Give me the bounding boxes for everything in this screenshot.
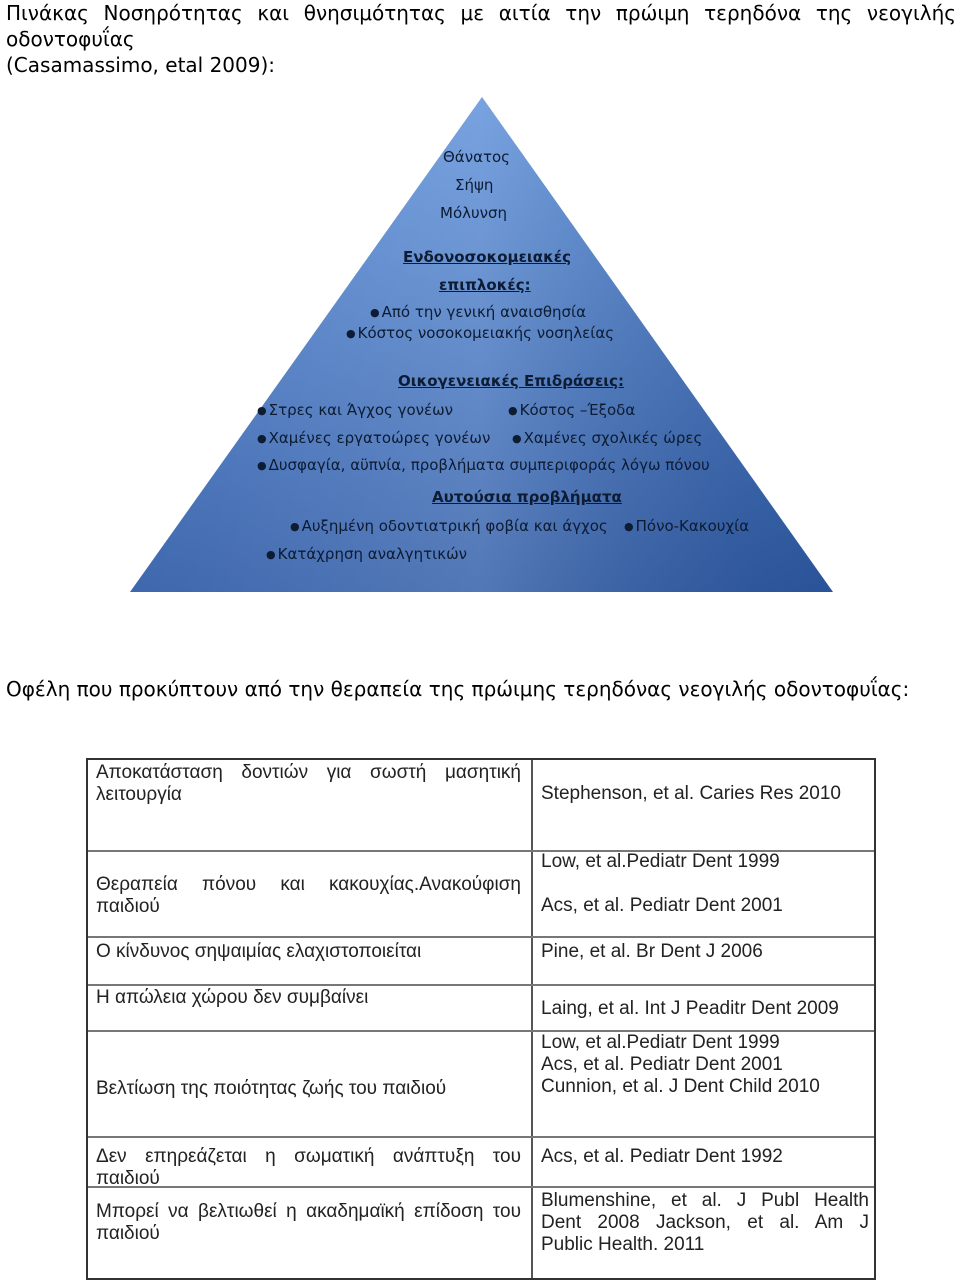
pyramid-family-item: ● Χαμένες εργατοώρες γονέων	[257, 429, 490, 447]
table-cell-benefit: Ο κίνδυνος σηψαιμίας ελαχιστοποιείται	[96, 941, 422, 962]
pyramid-infection: Μόλυνση	[440, 204, 508, 222]
table-cell-reference: Laing, et al. Int J Peaditr Dent 2009	[541, 998, 839, 1019]
pyramid-direct-item: ● Κατάχρηση αναλγητικών	[266, 545, 467, 563]
column-divider	[531, 760, 533, 1278]
table-cell-reference: Low, et al.Pediatr Dent 1999 Acs, et al. Pediatr Dent 2001 Cunnion, et al. J Dent Child 2010	[541, 1032, 820, 1097]
morbidity-pyramid	[0, 0, 960, 640]
pyramid-family-item: ● Χαμένες σχολικές ώρες	[512, 429, 702, 447]
table-cell-benefit: Η απώλεια χώρου δεν συμβαίνει	[96, 987, 369, 1008]
row-divider	[88, 984, 874, 986]
table-cell-benefit: Βελτίωση της ποιότητας ζωής του παιδιού	[96, 1078, 447, 1099]
row-divider	[88, 936, 874, 938]
benefits-heading: Οφέλη που προκύπτουν από την θεραπεία της πρώιμης τερηδόνας νεογιλής οδοντοφυΐας:	[6, 677, 910, 701]
benefits-table	[86, 758, 876, 1280]
table-cell-benefit: Δεν επηρεάζεται η σωματική ανάπτυξη του παιδιού	[96, 1146, 521, 1189]
row-divider	[88, 1136, 874, 1138]
heading-line-1: Πινάκας Νοσηρότητας και θνησιμότητας με αιτία την πρώιμη τερηδόνα της νεογιλής οδοντοφυΐας	[6, 1, 956, 51]
table-cell-reference: Low, et al.Pediatr Dent 1999 Acs, et al. Pediatr Dent 2001	[541, 851, 783, 916]
pyramid-sepsis: Σήψη	[455, 176, 494, 194]
table-cell-reference: Blumenshine, et al. J Publ Health Dent 2008 Jackson, et al. Am J Public Health. 2011	[541, 1190, 869, 1255]
table-cell-benefit: Θεραπεία πόνου και κακουχίας.Ανακούφιση παιδιού	[96, 874, 521, 917]
pyramid-family-item: ● Στρες και Άγχος γονέων	[257, 401, 453, 419]
table-cell-reference: Acs, et al. Pediatr Dent 1992	[541, 1146, 783, 1167]
pyramid-family-heading: Οικογενειακές Επιδράσεις:	[398, 372, 625, 390]
pyramid-direct-item: ● Αυξημένη οδοντιατρική φοβία και άγχος	[290, 517, 608, 535]
table-cell-benefit: Αποκατάσταση δοντιών για σωστή μασητική λειτουργία	[96, 762, 521, 805]
pyramid-death: Θάνατος	[443, 148, 510, 166]
pyramid-family-item: ● Κόστος –Έξοδα	[508, 401, 635, 419]
pyramid-hospital-item: ● Από την γενική αναισθησία	[370, 303, 586, 321]
table-cell-reference: Stephenson, et al. Caries Res 2010	[541, 783, 841, 804]
table-cell-reference: Pine, et al. Br Dent J 2006	[541, 941, 763, 962]
table-cell-benefit: Μπορεί να βελτιωθεί η ακαδημαϊκή επίδοση του παιδιού	[96, 1201, 521, 1244]
pyramid-hospital-item: ● Κόστος νοσοκομειακής νοσηλείας	[346, 324, 614, 342]
pyramid-direct-item: ● Πόνο-Κακουχία	[624, 517, 749, 535]
pyramid-hospital-heading-1: Ενδονοσοκομειακές	[403, 248, 571, 266]
pyramid-family-item: ● Δυσφαγία, αϋπνία, προβλήματα συμπεριφοράς λόγω πόνου	[257, 456, 710, 474]
heading-line-2: (Casamassimo, etal 2009):	[6, 53, 276, 77]
pyramid-hospital-heading-2: επιπλοκές:	[439, 276, 531, 294]
pyramid-direct-heading: Αυτούσια προβλήματα	[432, 488, 622, 506]
